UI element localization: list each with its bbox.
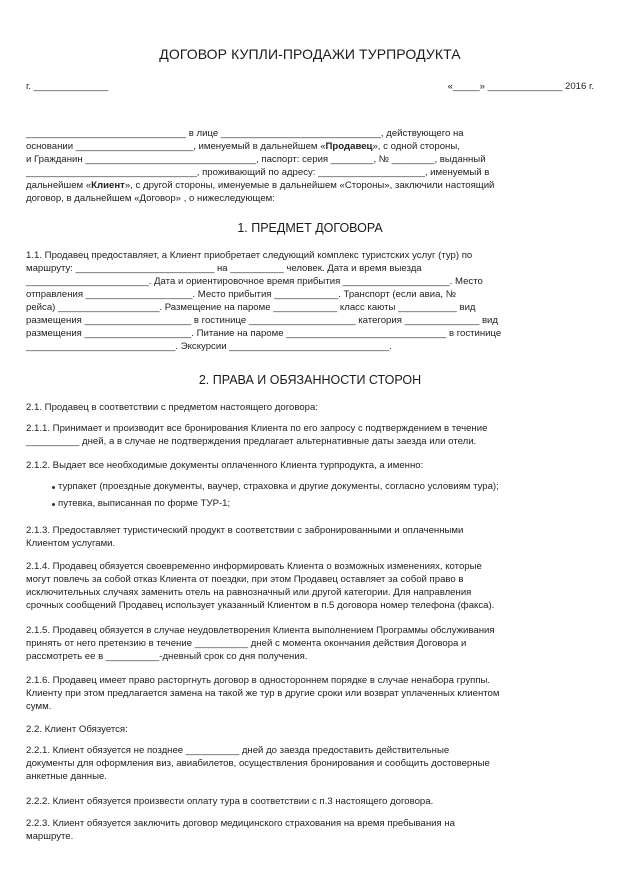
clause-2-1-4: 2.1.4. Продавец обязуется своевременно информировать Клиента о возможных изменениях, которые <box>26 561 482 572</box>
bullet-icon <box>52 503 55 506</box>
bullet-icon <box>52 486 55 489</box>
clause-2-1-6: сумм. <box>26 701 52 712</box>
section1-line: ____________________________. Экскурсии ______________________________. <box>26 341 392 352</box>
clause-2-1-6: 2.1.6. Продавец имеет право расторгнуть договор в одностороннем порядке в случае ненабора группы. <box>26 675 491 686</box>
clause-2-2-3: 2.2.3. Клиент обязуется заключить договор медицинского страхования на время пребывания на <box>26 818 456 829</box>
clause-2-1-4: могут повлечь за собой отказ Клиента от поездки, при этом Продавец оставляет за собой право в <box>26 574 464 585</box>
date-field: «_____» ______________ 2016 г. <box>447 81 594 92</box>
city-field: г. ______________ <box>26 81 109 92</box>
clause-2-1-5: принять от него претензию в течение __________ дней с момента окончания действия Договора и <box>26 638 467 649</box>
section1-line: отправления ____________________. Место прибытия ____________. Транспорт (если авиа, № <box>26 289 457 300</box>
intro-line: дальнейшем «Клиент», с другой стороны, именуемые в дальнейшем «Стороны», заключили настоящий <box>26 180 495 191</box>
intro-line: и Гражданин ________________________________, паспорт: серия ________, № ________, выданный <box>26 154 486 165</box>
intro-line: договор, в дальнейшем «Договор» , о нижеследующем: <box>26 193 275 204</box>
section1-line: _______________________. Дата и ориентировочное время прибытия ____________________. Место <box>26 276 483 287</box>
page-title: ДОГОВОР КУПЛИ-ПРОДАЖИ ТУРПРОДУКТА <box>159 46 461 62</box>
section1-line: размещения ____________________. Питание на пароме ______________________________ в гостинице <box>26 328 502 339</box>
section1-line: 1.1. Продавец предоставляет, а Клиент приобретает следующий комплекс туристских услуг (тур) по <box>26 250 473 261</box>
clause-2-2-1: документы для оформления виз, авиабилетов, осуществления бронирования и сообщить достоверные <box>26 758 490 769</box>
clause-2-1-5: рассмотреть ее в __________-дневный срок со дня получения. <box>26 651 308 662</box>
section-heading: 1. ПРЕДМЕТ ДОГОВОРА <box>237 221 383 235</box>
clause-2-1-1: __________ дней, а в случае не подтверждения предлагает альтернативные даты заезда или отели. <box>26 436 477 447</box>
clause-2-1-6: Клиенту при этом предлагается замена на такой же тур в другие сроки или возврат уплаченных клиентом <box>26 688 500 699</box>
bullet-item: путевка, выписанная по форме ТУР-1; <box>58 498 231 509</box>
section1-line: маршруту: __________________________ на __________ человек. Дата и время выезда <box>26 263 422 274</box>
intro-line: основании ______________________, именуемый в дальнейшем «Продавец», с одной стороны, <box>26 141 460 152</box>
bullet-item: турпакет (проездные документы, ваучер, страховка и другие документы, согласно условиям тура); <box>58 481 499 492</box>
clause-2-1-4: срочных сообщений Продавец использует указанный Клиентом в п.5 договора номер телефона (факса). <box>26 600 495 611</box>
clause-2-1-5: 2.1.5. Продавец обязуется в случае неудовлетворения Клиента выполнением Программы обслуживания <box>26 625 495 636</box>
clause-2-1-3: 2.1.3. Предоставляет туристический продукт в соответствии с забронированными и оплаченными <box>26 525 464 536</box>
section1-line: рейса) ___________________. Размещение на пароме ____________ класс каюты ___________ вид <box>26 302 476 313</box>
section1-line: размещения ____________________ в гостинице ____________________ категория ______________ вид <box>26 315 499 326</box>
clause-2-1-3: Клиентом услугами. <box>26 538 116 549</box>
clause-2-2-1: 2.2.1. Клиент обязуется не позднее __________ дней до заезда предоставить действительные <box>26 745 450 756</box>
clause-2-1: 2.1. Продавец в соответствии с предметом настоящего договора: <box>26 402 319 413</box>
clause-2-1-2: 2.1.2. Выдает все необходимые документы оплаченного Клиента турпродукта, а именно: <box>26 460 424 471</box>
section-heading: 2. ПРАВА И ОБЯЗАННОСТИ СТОРОН <box>198 373 422 387</box>
clause-2-2-1: анкетные данные. <box>26 771 107 782</box>
intro-line: ______________________________ в лице ______________________________, действующего на <box>26 128 464 139</box>
clause-2-2-3: маршруте. <box>26 831 74 842</box>
clause-2-2: 2.2. Клиент Обязуется: <box>26 724 128 735</box>
clause-2-2-2: 2.2.2. Клиент обязуется произвести оплату тура в соответствии с п.3 настоящего договора. <box>26 796 434 807</box>
intro-line: ________________________________, проживающий по адресу: ____________________, именуемый в <box>26 167 490 178</box>
clause-2-1-4: исключительных случаях заменить отель на равнозначный или другой категории. Для направления <box>26 587 472 598</box>
clause-2-1-1: 2.1.1. Принимает и производит все бронирования Клиента по его запросу с подтверждением в течение <box>26 423 488 434</box>
